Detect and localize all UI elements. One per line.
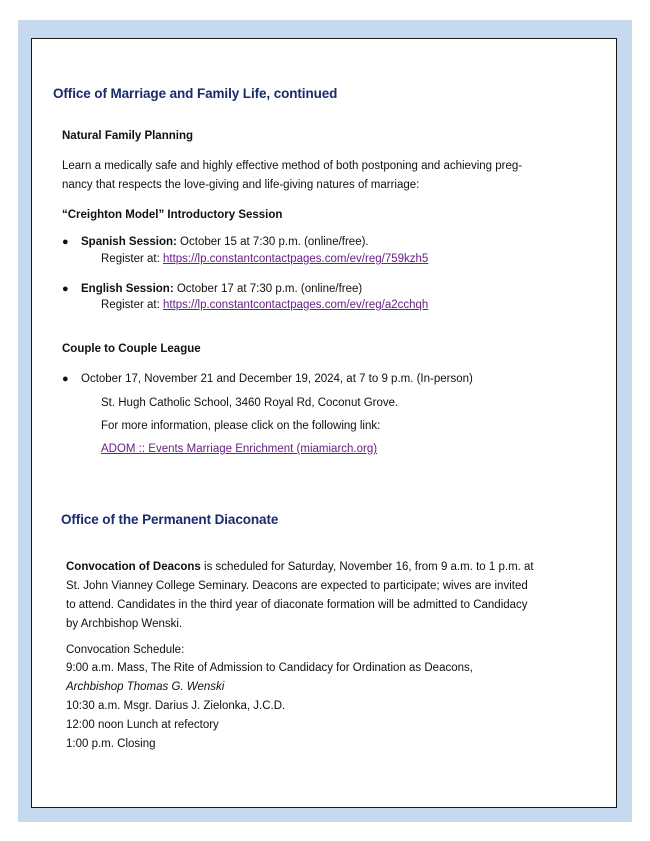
section-heading-marriage: Office of Marriage and Family Life, continued — [53, 86, 338, 101]
schedule-item-celebrant: Archbishop Thomas G. Wenski — [66, 681, 225, 693]
league-location: St. Hugh Catholic School, 3460 Royal Rd, Coconut Grove. — [101, 397, 399, 409]
convocation-line1 — [66, 557, 534, 577]
spanish-register — [101, 249, 428, 269]
convocation-line4: by Archbishop Wenski. — [66, 618, 183, 630]
bullet-marker: ● — [62, 236, 69, 248]
creighton-title: “Creighton Model” Introductory Session — [62, 209, 283, 221]
english-session-label: English Session: — [81, 283, 174, 295]
spanish-registration-link[interactable]: https://lp.constantcontactpages.com/ev/reg/759kzh5 — [163, 253, 429, 265]
register-prefix: Register at: — [101, 253, 163, 265]
bullet-marker: ● — [62, 373, 69, 385]
english-registration-link[interactable]: https://lp.constantcontactpages.com/ev/reg/a2cchqh — [163, 299, 429, 311]
spanish-session-detail: October 15 at 7:30 p.m. (online/free). — [176, 236, 369, 248]
register-prefix: Register at: — [101, 299, 163, 311]
schedule-item-closing: 1:00 p.m. Closing — [66, 738, 156, 750]
league-link-line — [101, 439, 377, 459]
schedule-item-lunch: 12:00 noon Lunch at refectory — [66, 719, 219, 731]
convocation-line2: St. John Vianney College Seminary. Deacons are expected to participate; wives are invited — [66, 580, 528, 592]
english-register — [101, 295, 428, 315]
section-heading-diaconate: Office of the Permanent Diaconate — [61, 512, 279, 527]
league-title: Couple to Couple League — [62, 343, 201, 355]
schedule-item-mass: 9:00 a.m. Mass, The Rite of Admission to Candidacy for Ordination as Deacons, — [66, 662, 473, 674]
nfp-description-line1: Learn a medically safe and highly effective method of both postponing and achieving preg- — [62, 160, 523, 172]
convocation-line3: to attend. Candidates in the third year of diaconate formation will be admitted to Candidacy — [66, 599, 528, 611]
nfp-description-line2: nancy that respects the love-giving and life-giving natures of marriage: — [62, 179, 420, 191]
english-session-detail: October 17 at 7:30 p.m. (online/free) — [173, 283, 363, 295]
nfp-title: Natural Family Planning — [62, 130, 193, 142]
marriage-enrichment-link[interactable]: ADOM :: Events Marriage Enrichment (miamiarch.org) — [101, 443, 378, 455]
schedule-title: Convocation Schedule: — [66, 644, 185, 656]
league-dates: October 17, November 21 and December 19, 2024, at 7 to 9 p.m. (In-person) — [81, 373, 473, 385]
spanish-session-label: Spanish Session: — [81, 236, 177, 248]
convocation-title: Convocation of Deacons — [66, 561, 201, 573]
league-more-info: For more information, please click on the following link: — [101, 420, 381, 432]
schedule-item-talk: 10:30 a.m. Msgr. Darius J. Zielonka, J.C.D. — [66, 700, 286, 712]
convocation-line1-text: is scheduled for Saturday, November 16, from 9 a.m. to 1 p.m. at — [200, 561, 534, 573]
bullet-marker: ● — [62, 283, 69, 295]
